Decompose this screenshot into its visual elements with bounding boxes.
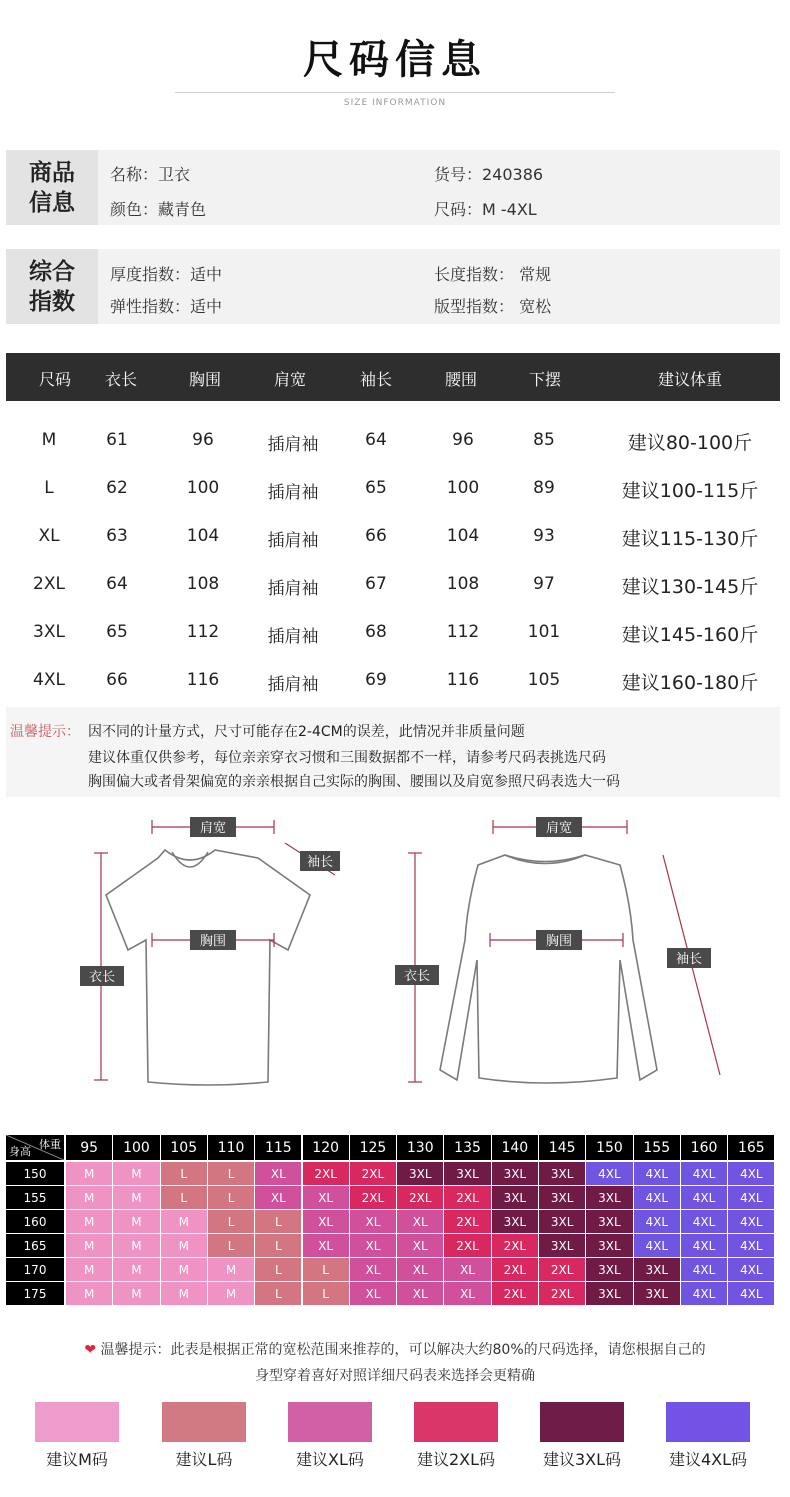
cell-waist: 96 bbox=[452, 430, 474, 450]
chart-weight-header: 165 bbox=[728, 1135, 774, 1160]
sleeve-label: 袖长 bbox=[306, 855, 334, 870]
chart-cell: 3XL bbox=[634, 1282, 680, 1305]
chart-cell: XL bbox=[303, 1234, 349, 1257]
chart-cell: 4XL bbox=[728, 1234, 774, 1257]
header-shoulder: 肩宽 bbox=[273, 370, 307, 389]
chart-weight-header: 105 bbox=[161, 1135, 207, 1160]
cell-weight: 建议130-145斤 bbox=[621, 576, 759, 598]
chart-cell: L bbox=[208, 1162, 254, 1185]
chart-cell: M bbox=[161, 1282, 207, 1305]
chart-cell: XL bbox=[303, 1210, 349, 1233]
chart-cell: XL bbox=[350, 1234, 396, 1257]
chart-weight-header: 135 bbox=[444, 1135, 490, 1160]
chart-height-header: 165 bbox=[6, 1234, 64, 1257]
cell-shoulder: 插肩袖 bbox=[267, 675, 319, 695]
chart-cell: M bbox=[161, 1258, 207, 1281]
notice-line-3: 胸围偏大或者骨架偏宽的亲亲根据自己实际的胸围、腰围以及肩宽参照尺码表选大一码 bbox=[88, 774, 620, 790]
chart-cell: M bbox=[113, 1162, 159, 1185]
chart-cell: M bbox=[113, 1186, 159, 1209]
cell-length: 66 bbox=[106, 670, 128, 690]
chart-cell: L bbox=[255, 1258, 301, 1281]
product-item-no: 货号：240386 bbox=[434, 165, 544, 184]
length-index: 长度指数： 常规 bbox=[434, 265, 552, 284]
chart-cell: M bbox=[66, 1234, 112, 1257]
cell-size: XL bbox=[38, 526, 60, 546]
size-row bbox=[0, 562, 790, 610]
chart-height-header: 155 bbox=[6, 1186, 64, 1209]
cell-size: L bbox=[44, 478, 54, 498]
chart-cell: M bbox=[113, 1258, 159, 1281]
legend-label: 建议L码 bbox=[175, 1450, 233, 1469]
cell-chest: 100 bbox=[186, 478, 220, 498]
chart-cell: 2XL bbox=[444, 1186, 490, 1209]
thickness-index: 厚度指数：适中 bbox=[110, 265, 223, 284]
legend-swatch bbox=[540, 1402, 624, 1442]
chart-cell: 3XL bbox=[539, 1186, 585, 1209]
chart-cell: L bbox=[208, 1186, 254, 1209]
cell-hem: 97 bbox=[533, 574, 555, 594]
chart-corner bbox=[6, 1135, 64, 1160]
chart-cell: 2XL bbox=[492, 1282, 538, 1305]
tip-line-1: 温馨提示：此表是根据正常的宽松范围来推荐的，可以解决大约80%的尺码选择，请您根据自己的 bbox=[100, 1342, 706, 1358]
chart-cell: L bbox=[255, 1210, 301, 1233]
chart-cell: 3XL bbox=[492, 1210, 538, 1233]
chart-cell: 2XL bbox=[350, 1162, 396, 1185]
chart-cell: M bbox=[113, 1234, 159, 1257]
chart-cell: M bbox=[113, 1210, 159, 1233]
page-subtitle: SIZE INFORMATION bbox=[343, 98, 447, 108]
cell-shoulder: 插肩袖 bbox=[267, 483, 319, 503]
chart-height-header: 160 bbox=[6, 1210, 64, 1233]
header-size: 尺码 bbox=[38, 370, 72, 389]
chart-cell: 2XL bbox=[444, 1210, 490, 1233]
length-label-2: 衣长 bbox=[403, 969, 431, 984]
chart-cell: 2XL bbox=[444, 1234, 490, 1257]
chart-cell: XL bbox=[255, 1162, 301, 1185]
shoulder-label: 肩宽 bbox=[199, 821, 227, 836]
legend-label: 建议2XL码 bbox=[416, 1450, 496, 1469]
chart-height-header: 170 bbox=[6, 1258, 64, 1281]
shoulder-label-2: 肩宽 bbox=[545, 821, 573, 836]
chart-cell: 3XL bbox=[492, 1162, 538, 1185]
chart-cell: 4XL bbox=[634, 1234, 680, 1257]
chart-cell: XL bbox=[350, 1282, 396, 1305]
chart-cell: L bbox=[303, 1282, 349, 1305]
cell-hem: 105 bbox=[527, 670, 561, 690]
index-info-box bbox=[6, 249, 780, 324]
chart-cell: 3XL bbox=[634, 1258, 680, 1281]
chart-cell: 3XL bbox=[586, 1186, 632, 1209]
legend-swatch bbox=[35, 1402, 119, 1442]
chart-weight-header: 125 bbox=[350, 1135, 396, 1160]
header-sleeve: 袖长 bbox=[359, 370, 393, 389]
legend-label: 建议XL码 bbox=[296, 1450, 364, 1469]
chart-cell: 4XL bbox=[728, 1210, 774, 1233]
page-title: 尺码信息 bbox=[303, 37, 487, 83]
chart-cell: XL bbox=[397, 1258, 443, 1281]
cell-sleeve: 65 bbox=[365, 478, 387, 498]
cell-size: 4XL bbox=[33, 670, 65, 690]
elasticity-index: 弹性指数：适中 bbox=[110, 297, 223, 316]
chart-cell: 2XL bbox=[492, 1234, 538, 1257]
long-sleeve-diagram bbox=[395, 810, 735, 1100]
chart-weight-header: 140 bbox=[492, 1135, 538, 1160]
chart-cell: XL bbox=[397, 1210, 443, 1233]
size-row bbox=[0, 514, 790, 562]
product-info-label bbox=[6, 150, 98, 225]
chart-cell: L bbox=[303, 1258, 349, 1281]
chart-cell: 4XL bbox=[634, 1210, 680, 1233]
chart-weight-header: 95 bbox=[66, 1135, 112, 1160]
size-row bbox=[0, 418, 790, 466]
title-block bbox=[0, 28, 790, 85]
chart-cell: L bbox=[161, 1186, 207, 1209]
chart-cell: 4XL bbox=[681, 1234, 727, 1257]
cell-length: 61 bbox=[106, 430, 128, 450]
cell-sleeve: 64 bbox=[365, 430, 387, 450]
cell-hem: 85 bbox=[533, 430, 555, 450]
cell-sleeve: 67 bbox=[365, 574, 387, 594]
chart-cell: 4XL bbox=[634, 1186, 680, 1209]
chart-cell: L bbox=[255, 1282, 301, 1305]
header-weight: 建议体重 bbox=[657, 370, 723, 389]
chart-cell: XL bbox=[444, 1282, 490, 1305]
header-chest: 胸围 bbox=[188, 370, 222, 389]
header-hem: 下摆 bbox=[528, 370, 562, 389]
tshirt-outline bbox=[106, 850, 310, 1085]
cell-length: 64 bbox=[106, 574, 128, 594]
chart-cell: 4XL bbox=[728, 1186, 774, 1209]
legend-label: 建议3XL码 bbox=[542, 1450, 622, 1469]
cell-waist: 108 bbox=[446, 574, 480, 594]
chart-cell: 2XL bbox=[492, 1258, 538, 1281]
cell-shoulder: 插肩袖 bbox=[267, 579, 319, 599]
notice-line-1: 因不同的计量方式，尺寸可能存在2-4CM的误差，此情况并非质量问题 bbox=[88, 724, 525, 740]
cell-size: M bbox=[41, 430, 57, 450]
size-table-header bbox=[6, 353, 780, 401]
size-row bbox=[0, 610, 790, 658]
chart-cell: L bbox=[161, 1162, 207, 1185]
cell-length: 65 bbox=[106, 622, 128, 642]
chart-weight-header: 160 bbox=[681, 1135, 727, 1160]
product-info-label-line1: 商品 bbox=[29, 159, 75, 186]
length-label: 衣长 bbox=[88, 970, 116, 985]
cell-weight: 建议160-180斤 bbox=[621, 672, 759, 694]
chart-height-header: 150 bbox=[6, 1162, 64, 1185]
header-waist: 腰围 bbox=[444, 370, 478, 389]
chart-cell: 4XL bbox=[681, 1186, 727, 1209]
legend-label: 建议M码 bbox=[46, 1450, 108, 1469]
cell-waist: 112 bbox=[446, 622, 480, 642]
heart-icon: ❤ bbox=[84, 1342, 97, 1358]
cell-hem: 93 bbox=[533, 526, 555, 546]
chart-cell: M bbox=[208, 1258, 254, 1281]
cell-hem: 101 bbox=[527, 622, 561, 642]
chart-cell: 3XL bbox=[586, 1282, 632, 1305]
header-length: 衣长 bbox=[104, 370, 138, 389]
cell-weight: 建议145-160斤 bbox=[621, 624, 759, 646]
chart-cell: 4XL bbox=[586, 1162, 632, 1185]
chart-cell: XL bbox=[397, 1282, 443, 1305]
chart-cell: 3XL bbox=[539, 1234, 585, 1257]
cell-shoulder: 插肩袖 bbox=[267, 627, 319, 647]
chart-cell: 3XL bbox=[492, 1186, 538, 1209]
chart-cell: 4XL bbox=[728, 1162, 774, 1185]
chart-cell: M bbox=[66, 1186, 112, 1209]
chart-weight-header: 115 bbox=[255, 1135, 301, 1160]
chart-cell: 3XL bbox=[444, 1162, 490, 1185]
size-row bbox=[0, 658, 790, 706]
chart-cell: 3XL bbox=[539, 1210, 585, 1233]
chart-weight-header: 130 bbox=[397, 1135, 443, 1160]
notice-line-2: 建议体重仅供参考，每位亲亲穿衣习惯和三围数据都不一样，请参考尺码表挑选尺码 bbox=[88, 750, 606, 766]
chart-cell: XL bbox=[350, 1258, 396, 1281]
cell-shoulder: 插肩袖 bbox=[267, 531, 319, 551]
index-info-label bbox=[6, 249, 98, 324]
chart-cell: 4XL bbox=[681, 1210, 727, 1233]
cell-chest: 96 bbox=[192, 430, 214, 450]
chart-cell: 4XL bbox=[728, 1258, 774, 1281]
chart-corner-weight: 体重 bbox=[39, 1138, 61, 1151]
chart-weight-header: 120 bbox=[303, 1135, 349, 1160]
chart-height-header: 175 bbox=[6, 1282, 64, 1305]
cell-waist: 116 bbox=[446, 670, 480, 690]
chart-cell: 3XL bbox=[397, 1162, 443, 1185]
product-color: 颜色：藏青色 bbox=[110, 200, 207, 219]
chart-weight-header: 110 bbox=[208, 1135, 254, 1160]
chest-label: 胸围 bbox=[199, 934, 227, 949]
cell-size: 3XL bbox=[33, 622, 65, 642]
cell-shoulder: 插肩袖 bbox=[267, 435, 319, 455]
size-row bbox=[0, 466, 790, 514]
legend-swatch bbox=[162, 1402, 246, 1442]
chart-cell: L bbox=[208, 1210, 254, 1233]
fit-index: 版型指数： 宽松 bbox=[434, 297, 552, 316]
chart-weight-header: 100 bbox=[113, 1135, 159, 1160]
tip-line-2: 身型穿着喜好对照详细尺码表来选择会更精确 bbox=[255, 1368, 535, 1384]
chart-cell: M bbox=[161, 1210, 207, 1233]
cell-weight: 建议80-100斤 bbox=[627, 432, 753, 454]
chart-weight-header: 145 bbox=[539, 1135, 585, 1160]
cell-length: 62 bbox=[106, 478, 128, 498]
product-name: 名称：卫衣 bbox=[110, 165, 191, 184]
chart-cell: L bbox=[208, 1234, 254, 1257]
index-info-label-line1: 综合 bbox=[29, 258, 75, 285]
cell-length: 63 bbox=[106, 526, 128, 546]
chart-cell: XL bbox=[397, 1234, 443, 1257]
chart-cell: 2XL bbox=[397, 1186, 443, 1209]
chart-cell: M bbox=[66, 1162, 112, 1185]
index-info-label-line2: 指数 bbox=[29, 288, 75, 315]
chart-cell: XL bbox=[303, 1186, 349, 1209]
chart-cell: XL bbox=[444, 1258, 490, 1281]
cell-hem: 89 bbox=[533, 478, 555, 498]
chart-cell: M bbox=[161, 1234, 207, 1257]
cell-sleeve: 69 bbox=[365, 670, 387, 690]
legend-swatch bbox=[414, 1402, 498, 1442]
chart-cell: 3XL bbox=[539, 1162, 585, 1185]
legend-swatch bbox=[288, 1402, 372, 1442]
chart-cell: 2XL bbox=[539, 1282, 585, 1305]
sleeve-label-2: 袖长 bbox=[675, 952, 703, 967]
chart-weight-header: 150 bbox=[586, 1135, 632, 1160]
cell-chest: 104 bbox=[186, 526, 220, 546]
chart-cell: 3XL bbox=[586, 1234, 632, 1257]
chart-cell: 4XL bbox=[634, 1162, 680, 1185]
cell-weight: 建议100-115斤 bbox=[621, 480, 759, 502]
tip-line-1-wrap bbox=[0, 1339, 790, 1359]
chart-cell: L bbox=[255, 1234, 301, 1257]
chest-label-2: 胸围 bbox=[545, 934, 573, 949]
chart-cell: 4XL bbox=[681, 1162, 727, 1185]
chart-cell: 4XL bbox=[728, 1282, 774, 1305]
chart-weight-header: 155 bbox=[634, 1135, 680, 1160]
short-sleeve-diagram bbox=[80, 810, 370, 1100]
chart-cell: M bbox=[66, 1258, 112, 1281]
chart-cell: M bbox=[66, 1210, 112, 1233]
cell-sleeve: 66 bbox=[365, 526, 387, 546]
cell-chest: 108 bbox=[186, 574, 220, 594]
chart-cell: M bbox=[66, 1282, 112, 1305]
chart-cell: 4XL bbox=[681, 1258, 727, 1281]
chart-cell: 2XL bbox=[539, 1258, 585, 1281]
cell-size: 2XL bbox=[33, 574, 65, 594]
chart-cell: M bbox=[208, 1282, 254, 1305]
chart-cell: 3XL bbox=[586, 1258, 632, 1281]
chart-cell: XL bbox=[255, 1186, 301, 1209]
cell-weight: 建议115-130斤 bbox=[621, 528, 759, 550]
chart-cell: 3XL bbox=[586, 1210, 632, 1233]
cell-waist: 104 bbox=[446, 526, 480, 546]
chart-cell: 4XL bbox=[681, 1282, 727, 1305]
notice-box bbox=[6, 707, 780, 797]
longsleeve-outline bbox=[440, 855, 657, 1083]
cell-sleeve: 68 bbox=[365, 622, 387, 642]
product-info-label-line2: 信息 bbox=[29, 189, 75, 216]
chart-cell: 2XL bbox=[350, 1186, 396, 1209]
notice-tag: 温馨提示： bbox=[10, 724, 80, 740]
cell-waist: 100 bbox=[446, 478, 480, 498]
legend-swatch bbox=[666, 1402, 750, 1442]
chart-cell: XL bbox=[350, 1210, 396, 1233]
product-size: 尺码：M -4XL bbox=[434, 200, 537, 219]
legend-label: 建议4XL码 bbox=[668, 1450, 748, 1469]
chart-corner-height: 身高 bbox=[9, 1145, 31, 1158]
chart-cell: 2XL bbox=[303, 1162, 349, 1185]
chart-cell: M bbox=[113, 1282, 159, 1305]
cell-chest: 116 bbox=[186, 670, 220, 690]
cell-chest: 112 bbox=[186, 622, 220, 642]
product-info-box bbox=[6, 150, 780, 225]
title-divider bbox=[175, 92, 615, 93]
